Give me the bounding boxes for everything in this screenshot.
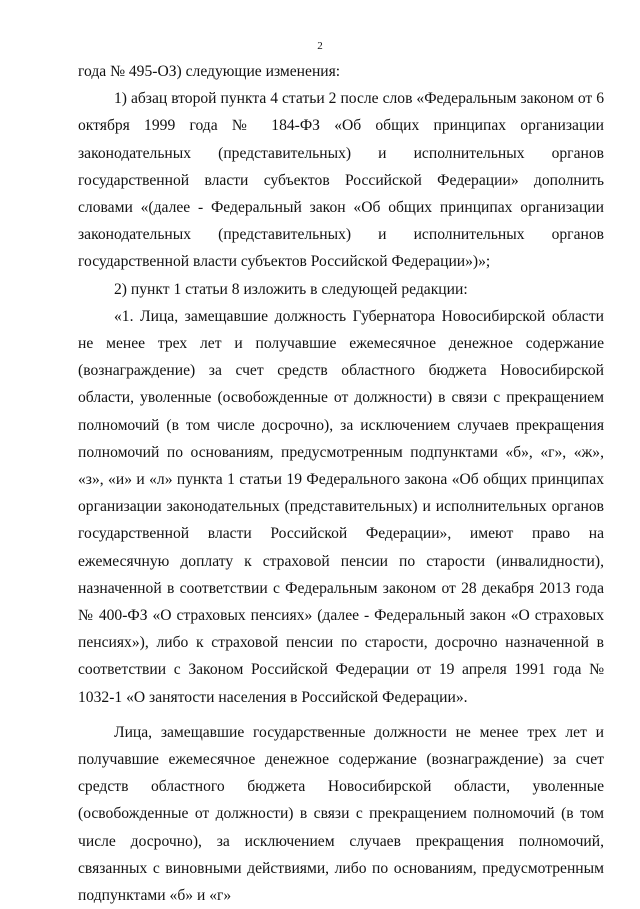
page-number: 2 xyxy=(317,40,323,52)
paragraph-state-positions: Лица, замещавшие государственные должности не менее трех лет и получавшие ежемесячное денежное содержание (вознаграждение) за счет средств областного бюджета Новосибирской области, уволенные (освобожденные от должности) в связи с прекращением полномочий (в том числе досрочно), за исключением случаев прекращения полномочий, связанных с виновными действиями, либо по основаниям, предусмотренным подпунктами «б» и «г» xyxy=(78,723,604,905)
paragraph-continuation: года № 495-ОЗ) следующие изменения: xyxy=(78,63,341,80)
paragraph-clause-1: «1. Лица, замещавшие должность Губернатора Новосибирской области не менее трех лет и получавшие ежемесячное денежное содержание (вознаграждение) за счет средств областного бюджета Новосибирской области, уволенные (освобожденные от должности) в связи с прекращением полномочий (в том числе досрочно), за исключением случаев прекращения полномочий по основаниям, предусмотренным подпунктами «б», «г», «ж», «з», «и» и «л» пункта 1 статьи 19 Федерального закона «Об общих принципах организации законодательных (представительных) и исполнительных органов государственной власти Российской Федерации», имеют право на ежемесячную доплату к страховой пенсии по старости (инвалидности), назначенной в соответствии с Федеральным законом от 28 декабря 2013 года № 400-ФЗ «О страховых пенсиях» (далее - Федеральный закон «О страховых пенсиях»), либо к страховой пенсии по старости, досрочно назначенной в соответствии с Законом Российской Федерации от 19 апреля 1991 года № 1032-1 «О занятости населения в Российской Федерации». xyxy=(78,307,604,706)
document-body xyxy=(78,58,604,909)
paragraph-amendment-1: 1) абзац второй пункта 4 статьи 2 после слов «Федеральным законом от 6 октября 1999 года № 184-ФЗ «Об общих принципах организации законодательных (представительных) и исполнительных органов государственной власти субъектов Российской Федерации» дополнить словами «(далее - Федеральный закон «Об общих принципах организации законодательных (представительных) и исполнительных органов государственной власти субъектов Российской Федерации»)»; xyxy=(78,90,604,271)
paragraph-amendment-2: 2) пункт 1 статьи 8 изложить в следующей редакции: xyxy=(114,280,468,298)
